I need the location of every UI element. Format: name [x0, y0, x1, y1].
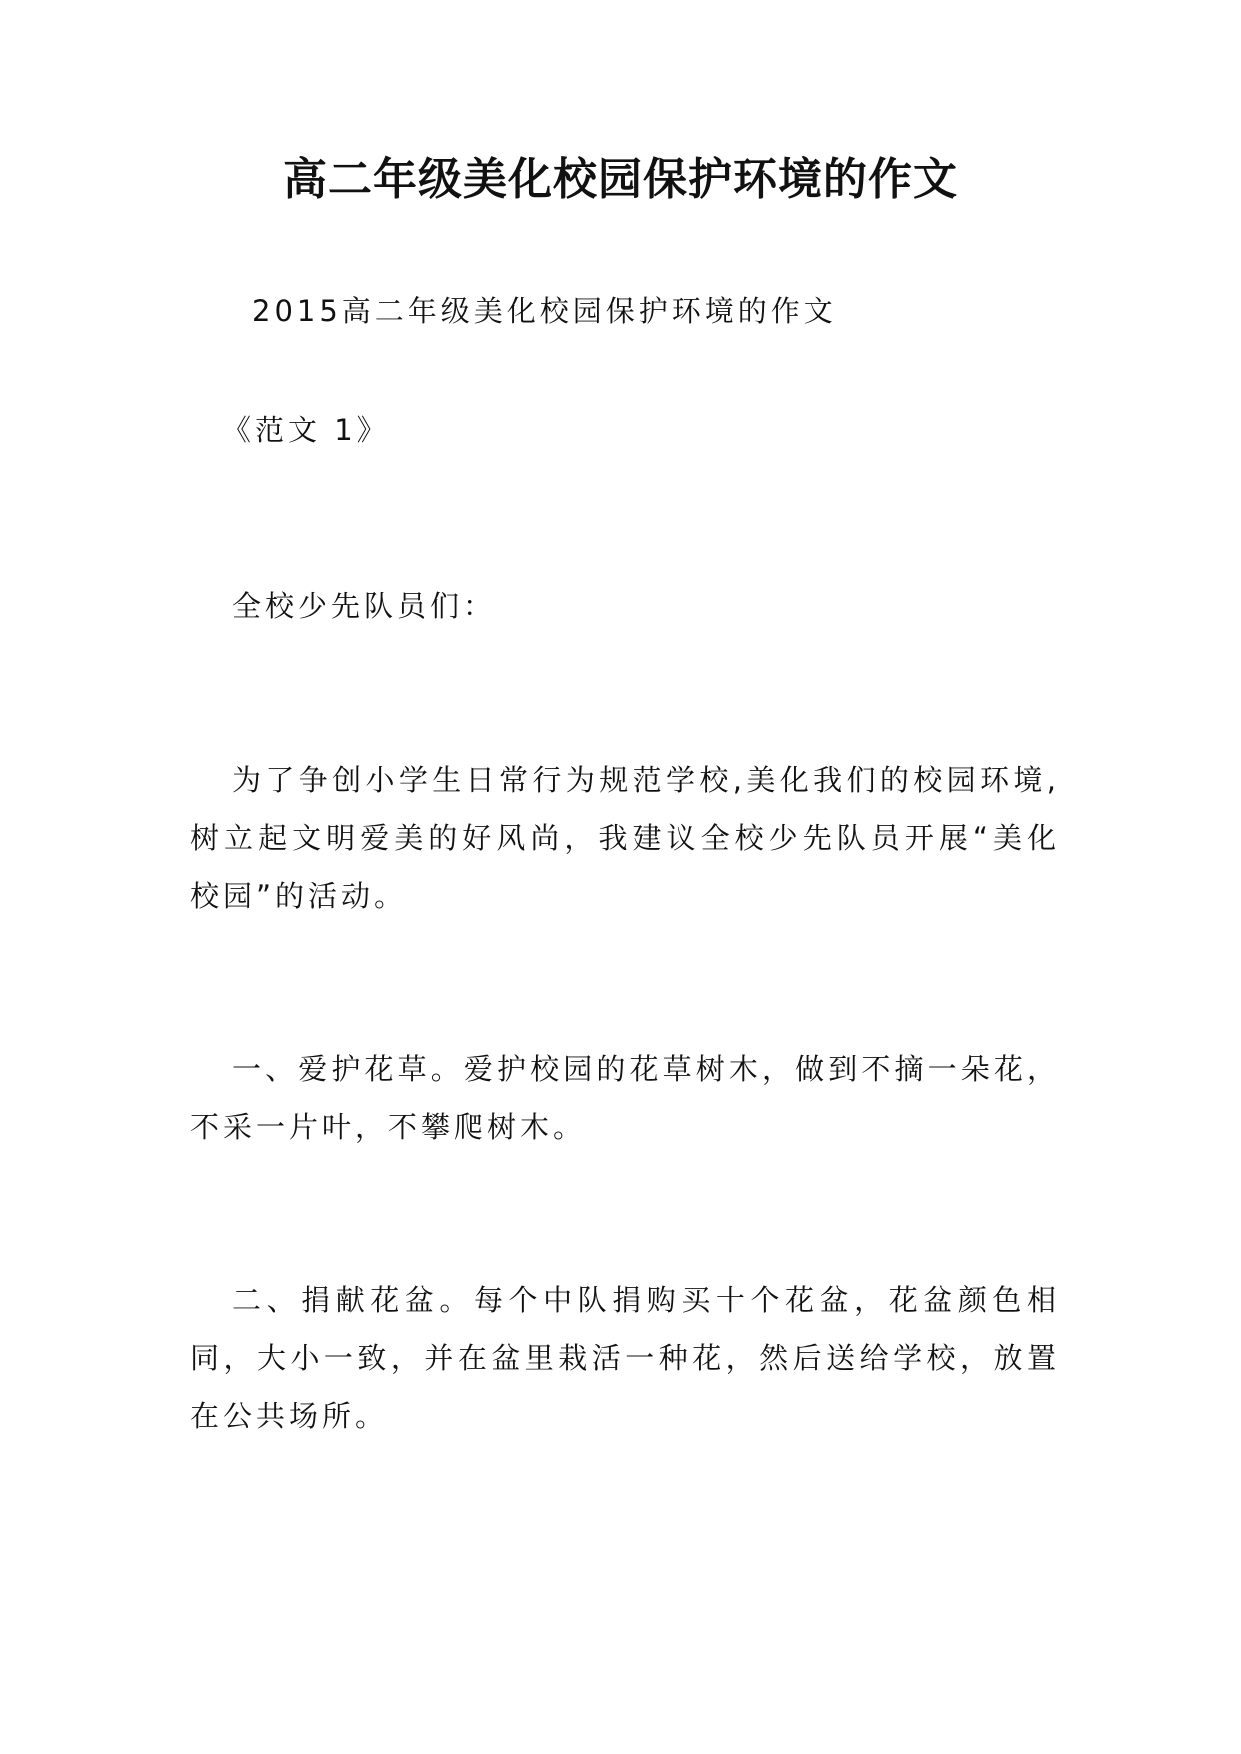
paragraph-point-2: 二、捐献花盆。每个中队捐购买十个花盆，花盆颜色相同，大小一致，并在盆里栽活一种花，然后送给学校，放置在公共场所。	[190, 1283, 1060, 1433]
paragraph-intro: 为了争创小学生日常行为规范学校,美化我们的校园环境,树立起文明爱美的好风尚，我建议全校少先队员开展“美化校园”的活动。	[190, 763, 1060, 913]
paragraph-point-1: 一、爱护花草。爱护校园的花草树木，做到不摘一朵花，不采一片叶，不攀爬树木。	[190, 1052, 1060, 1144]
sample-label: 《范文 1》	[222, 413, 390, 447]
document-title: 高二年级美化校园保护环境的作文	[283, 154, 958, 205]
greeting: 全校少先队员们：	[232, 589, 497, 623]
document-subtitle: 2015高二年级美化校园保护环境的作文	[252, 294, 837, 328]
